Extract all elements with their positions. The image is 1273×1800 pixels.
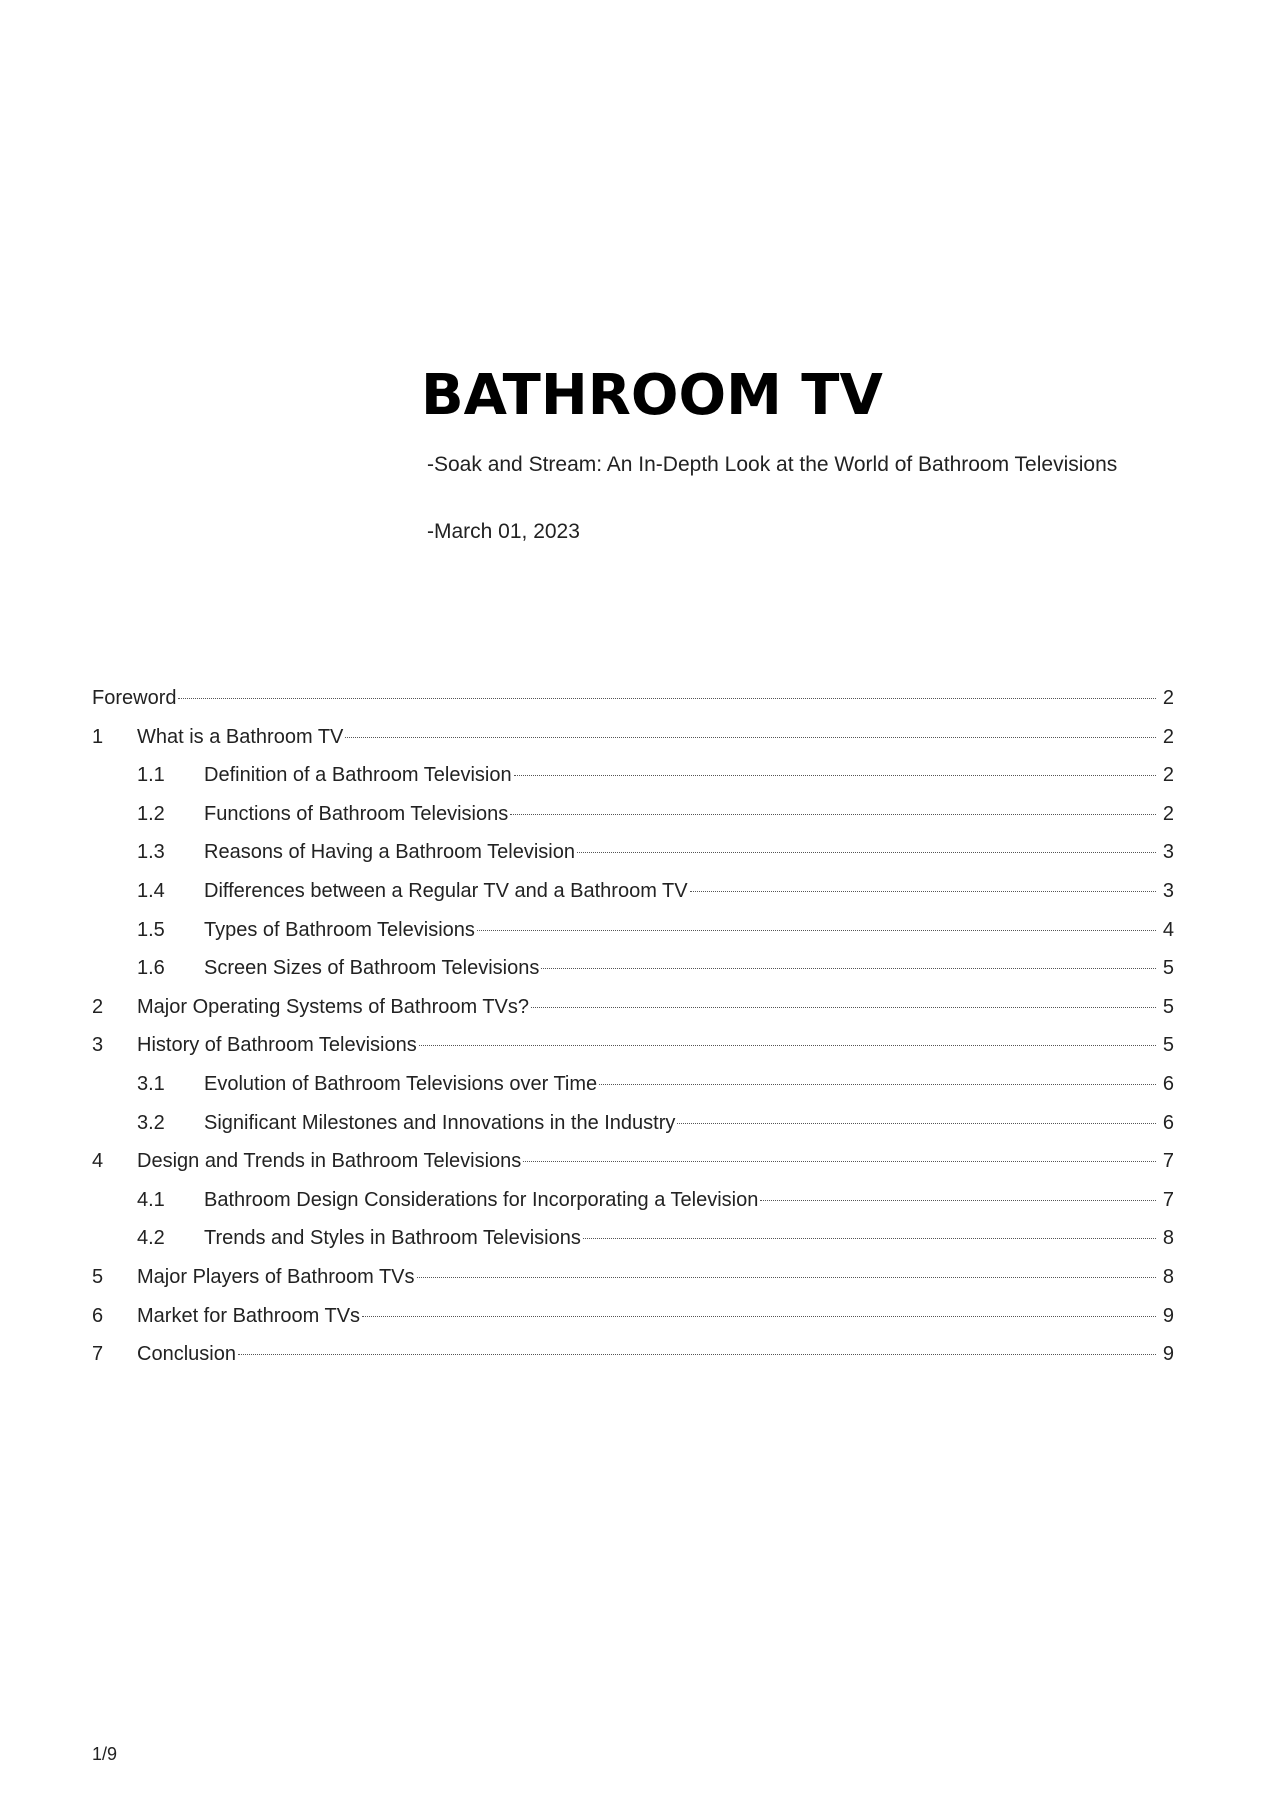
document-date: -March 01, 2023 [427,520,580,543]
toc-entry-label: Differences between a Regular TV and a Bathroom TV [204,879,688,902]
toc-entry[interactable] [92,833,1174,872]
toc-entry-number: 7 [92,1343,104,1366]
toc-dot-leader [583,1238,1156,1239]
toc-dot-leader [345,737,1156,738]
toc-entry[interactable] [92,1335,1174,1374]
toc-entry-label: Screen Sizes of Bathroom Televisions [204,957,540,980]
toc-entry-page: 7 [1162,1150,1174,1173]
toc-entry-page: 2 [1162,764,1174,787]
toc-entry[interactable] [92,795,1174,834]
toc-entry[interactable] [92,1104,1174,1143]
toc-dot-leader [477,930,1156,931]
toc-entry-page: 6 [1162,1111,1174,1134]
toc-entry-label: Bathroom Design Considerations for Incorporating a Television [204,1188,759,1211]
toc-entry[interactable] [92,1219,1174,1258]
toc-entry-page: 8 [1162,1227,1174,1250]
toc-entry-label: Major Players of Bathroom TVs [137,1265,415,1288]
toc-entry-label: Major Operating Systems of Bathroom TVs? [137,995,530,1018]
toc-entry[interactable] [92,1181,1174,1220]
toc-entry-page: 2 [1162,687,1174,709]
toc-entry-label: Trends and Styles in Bathroom Televisions [204,1227,581,1250]
toc-entry-label: Definition of a Bathroom Television [204,764,512,787]
toc-entry-label: Evolution of Bathroom Televisions over Time [204,1072,598,1095]
toc-entry-label: Conclusion [137,1343,236,1366]
toc-entry-number: 1.6 [137,957,165,980]
toc-dot-leader [577,852,1156,853]
toc-entry-page: 3 [1162,841,1174,864]
toc-dot-leader [417,1277,1156,1278]
toc-entry-number: 3.2 [137,1111,165,1134]
toc-entry-number: 1.4 [137,879,165,902]
toc-entry-number: 1 [92,725,104,748]
toc-dot-leader [531,1007,1156,1008]
toc-dot-leader [362,1316,1156,1317]
toc-dot-leader [690,891,1156,892]
toc-entry-page: 2 [1162,802,1174,825]
toc-entry-label: Design and Trends in Bathroom Televisions [137,1150,522,1173]
toc-dot-leader [523,1161,1156,1162]
toc-entry-label: Foreword [92,687,177,709]
table-of-contents [92,679,1174,1374]
toc-dot-leader [677,1123,1156,1124]
toc-entry[interactable] [92,756,1174,795]
toc-entry-number: 1.2 [137,802,165,825]
toc-entry[interactable] [92,718,1174,757]
toc-dot-leader [514,775,1156,776]
toc-dot-leader [178,698,1156,699]
document-title: BATHROOM TV [421,363,883,428]
toc-entry-page: 6 [1162,1072,1174,1095]
toc-entry-page: 2 [1162,725,1174,748]
toc-entry-number: 6 [92,1304,104,1327]
toc-dot-leader [541,968,1156,969]
toc-dot-leader [510,814,1156,815]
toc-entry[interactable] [92,1142,1174,1181]
toc-entry-label: Functions of Bathroom Televisions [204,802,509,825]
toc-entry-page: 5 [1162,957,1174,980]
toc-entry-number: 4 [92,1150,104,1173]
toc-entry[interactable] [92,911,1174,950]
toc-entry-number: 1.3 [137,841,165,864]
toc-entry[interactable] [92,1297,1174,1336]
page-number: 1/9 [92,1744,118,1764]
toc-entry[interactable] [92,1026,1174,1065]
toc-entry-page: 3 [1162,879,1174,902]
toc-entry-number: 2 [92,995,104,1018]
toc-entry-page: 5 [1162,1034,1174,1057]
toc-entry[interactable] [92,679,1174,718]
toc-entry-number: 3.1 [137,1072,165,1095]
toc-entry-label: Reasons of Having a Bathroom Television [204,841,575,864]
toc-entry-page: 4 [1162,918,1174,941]
toc-entry-label: Significant Milestones and Innovations in the Industry [204,1111,676,1134]
toc-entry-number: 4.1 [137,1188,165,1211]
toc-entry-number: 3 [92,1034,104,1057]
toc-entry-label: Market for Bathroom TVs [137,1304,361,1327]
toc-entry-label: Types of Bathroom Televisions [204,918,475,941]
toc-entry[interactable] [92,872,1174,911]
toc-entry[interactable] [92,1258,1174,1297]
toc-entry-number: 5 [92,1265,104,1288]
toc-entry-page: 8 [1162,1265,1174,1288]
toc-entry-label: What is a Bathroom TV [137,725,344,748]
toc-entry[interactable] [92,988,1174,1027]
toc-entry-number: 1.5 [137,918,165,941]
toc-entry-number: 1.1 [137,764,165,787]
document-subtitle: -Soak and Stream: An In-Depth Look at the World of Bathroom Televisions [427,453,1118,476]
toc-entry-page: 9 [1162,1343,1174,1366]
toc-entry-number: 4.2 [137,1227,165,1250]
toc-entry-page: 7 [1162,1188,1174,1211]
toc-entry-label: History of Bathroom Televisions [137,1034,417,1057]
toc-dot-leader [760,1200,1156,1201]
toc-dot-leader [599,1084,1156,1085]
toc-dot-leader [419,1045,1156,1046]
toc-dot-leader [238,1354,1156,1355]
toc-entry-page: 5 [1162,995,1174,1018]
toc-entry[interactable] [92,1065,1174,1104]
toc-entry-page: 9 [1162,1304,1174,1327]
toc-entry[interactable] [92,949,1174,988]
